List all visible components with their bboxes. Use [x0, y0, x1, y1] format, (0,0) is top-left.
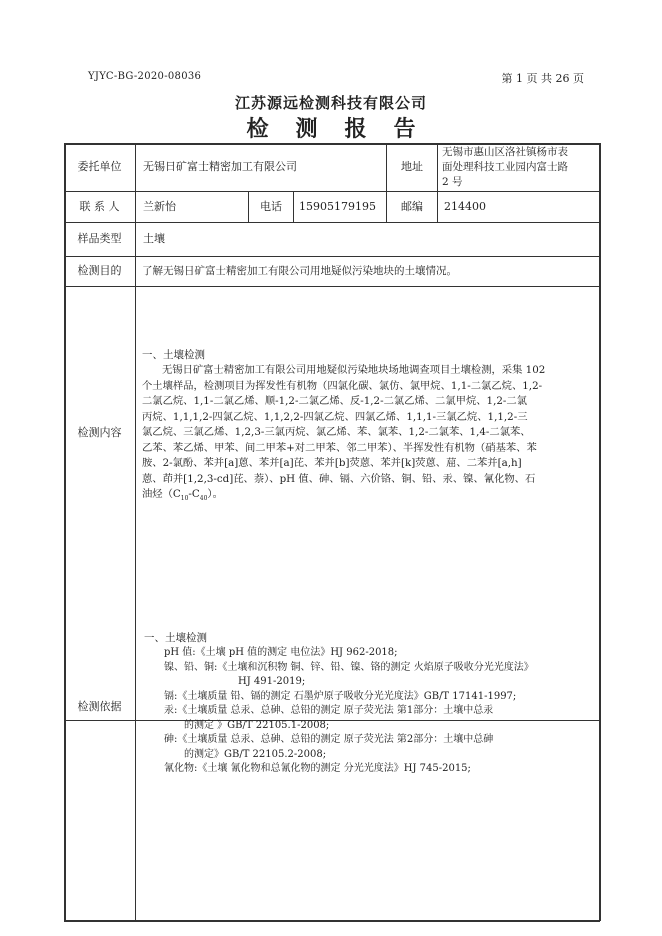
- address-line: 2 号: [442, 176, 463, 188]
- basis-body: [164, 646, 594, 777]
- client-label: 委托单位: [77, 160, 122, 173]
- sample-type-value: 土壤: [143, 232, 165, 245]
- basis-label: 检测依据: [77, 700, 122, 713]
- content-line: 二氯乙烷、1,1-二氯乙烯、顺-1,2-二氯乙烯、反-1,2-二氯乙烯、二氯甲烷、1,2-二氯: [142, 395, 527, 407]
- basis-line: HJ 491-2019;: [238, 676, 306, 687]
- content-text: 油烃（C: [142, 488, 181, 500]
- content-line: 无锡日矿富士精密加工有限公司用地疑似污染地块场地调查项目土壤检测，采集 102: [162, 364, 546, 376]
- postcode-label: 邮编: [401, 200, 423, 213]
- report-title: 检测报告: [246, 117, 443, 142]
- document-id: YJYC-BG-2020-08036: [88, 71, 202, 82]
- purpose-value: 了解无锡日矿富士精密加工有限公司用地疑似污染地块的土壤情况。: [142, 265, 457, 277]
- report-table: [64, 143, 600, 921]
- basis-line: 砷:《土壤质量 总汞、总砷、总铅的测定 原子荧光法 第2部分：土壤中总砷: [164, 734, 494, 745]
- content-line: 丙烷、1,1,1,2-四氯乙烷、1,1,2,2-四氯乙烷、四氯乙烯、1,1,1-三氯乙烷、1,1,2-三: [142, 410, 528, 423]
- basis-line: pH 值:《土壤 pH 值的测定 电位法》HJ 962-2018;: [164, 647, 398, 658]
- content-text: -C: [188, 488, 200, 500]
- address-value-divider: [437, 143, 438, 191]
- address-value: [442, 145, 598, 190]
- phone-value-divider: [293, 191, 294, 222]
- phone-value: 15905179195: [299, 200, 376, 213]
- basis-line: 氰化物:《土壤 氰化物和总氰化物的测定 分光光度法》HJ 745-2015;: [164, 763, 471, 774]
- basis-line: 的测定 》GB/T 22105.1-2008;: [184, 719, 330, 731]
- basis-line: 的测定》GB/T 22105.2-2008;: [184, 748, 327, 760]
- basis-heading: 一、土壤检测: [144, 632, 207, 644]
- row-divider: [64, 191, 600, 192]
- address-line: 无锡市惠山区洛社镇杨市表: [442, 146, 568, 158]
- row-divider: [64, 286, 600, 287]
- row-divider: [64, 222, 600, 223]
- basis-line: 汞:《土壤质量 总汞、总砷、总铅的测定 原子荧光法 第1部分：土壤中总汞: [164, 705, 494, 716]
- sample-type-label: 样品类型: [77, 232, 122, 245]
- post-value-divider: [437, 191, 438, 222]
- content-label: 检测内容: [77, 426, 122, 439]
- content-heading: 一、土壤检测: [142, 349, 205, 361]
- basis-line: 镍、铅、铜:《土壤和沉积物 铜、锌、铅、镍、铬的测定 火焰原子吸收分光光度法》: [164, 661, 534, 673]
- content-line: 氯乙烷、三氯乙烯、1,2,3-三氯丙烷、氯乙烯、苯、氯苯、1,2-二氯苯、1,4-二氯苯、: [142, 426, 531, 438]
- content-line: 胺、2-氯酚、苯并[a]蒽、苯并[a]芘、苯并[b]荧蒽、苯并[k]荧蒽、䓛、二苯并[a,h]: [142, 457, 522, 469]
- phone-label: 电话: [260, 200, 282, 213]
- contact-value: 兰新怡: [143, 200, 176, 213]
- content-line: 蒽、茚并[1,2,3-cd]芘、萘）、pH 值、砷、镉、六价铬、铜、铅、汞、镍、氰化物、石: [142, 472, 536, 485]
- table-border-right: [599, 143, 601, 921]
- address-line: 面处理科技工业园内富士路: [442, 161, 568, 173]
- table-border-bottom: [64, 920, 600, 922]
- contact-label: 联 系 人: [79, 200, 120, 213]
- content-body: [142, 363, 585, 507]
- postcode-value: 214400: [444, 200, 486, 213]
- content-line: 个土壤样品，检测项目为挥发性有机物（四氯化碳、氯仿、氯甲烷、1,1-二氯乙烷、1,2-: [142, 379, 543, 392]
- content-line-last: [142, 487, 585, 507]
- table-border-left: [64, 143, 66, 921]
- address-label: 地址: [401, 160, 423, 173]
- label-column-divider: [135, 143, 136, 921]
- purpose-label: 检测目的: [77, 264, 122, 277]
- subscript: 10: [180, 495, 189, 503]
- row-divider: [64, 256, 600, 257]
- content-text: ）。: [207, 488, 223, 500]
- page-number: 第 1 页 共 26 页: [501, 72, 584, 85]
- basis-line: 镉:《土壤质量 铅、镉的测定 石墨炉原子吸收分光光度法》GB/T 17141-1997;: [164, 690, 517, 702]
- client-value: 无锡日矿富士精密加工有限公司: [143, 160, 297, 173]
- subscript: 40: [199, 495, 208, 503]
- company-name: 江苏源远检测科技有限公司: [234, 94, 427, 112]
- content-line: 乙苯、苯乙烯、甲苯、间二甲苯+对二甲苯、邻二甲苯）、半挥发性有机物（硝基苯、苯: [142, 441, 537, 454]
